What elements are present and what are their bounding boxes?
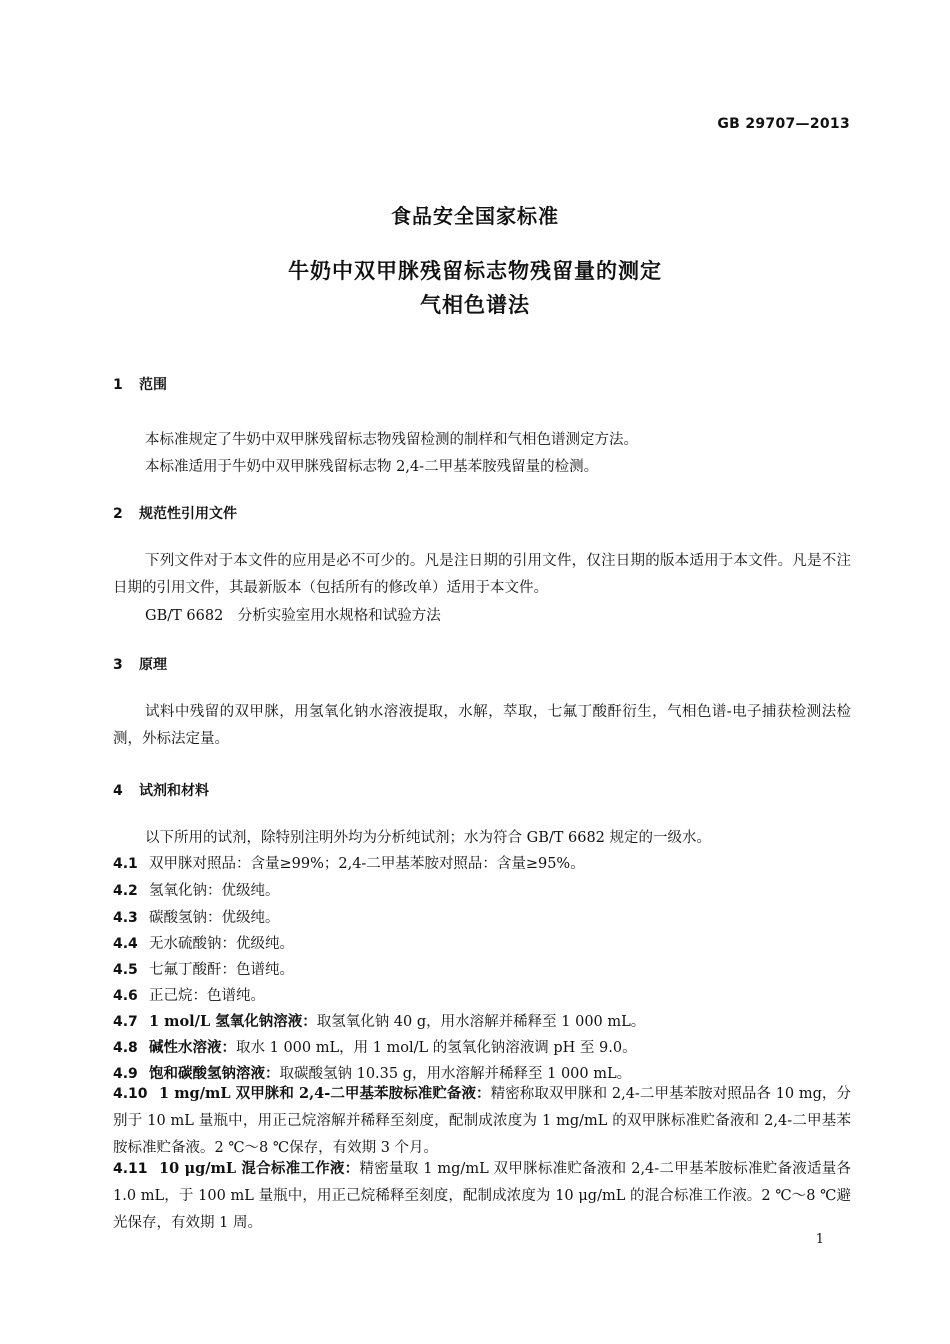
- item-4-7: [113, 1010, 851, 1031]
- item-text: 含量≥99%；2,4-二甲基苯胺对照品：含量≥95%。: [250, 856, 585, 872]
- item-label: 1 mg/mL 双甲脒和 2,4-二甲基苯胺标准贮备液：: [159, 1085, 491, 1102]
- item-number: 4.5: [113, 962, 138, 978]
- item-number: 4.4: [113, 936, 138, 952]
- item-text: 色谱纯。: [207, 988, 265, 1004]
- section-title: 试剂和材料: [139, 783, 209, 799]
- section-title: 规范性引用文件: [139, 506, 237, 522]
- section-4-heading: [113, 780, 209, 800]
- item-4-6: [113, 984, 851, 1005]
- doc-subtitle-method: 气相色谱法: [420, 293, 530, 317]
- section-2-para-1: 下列文件对于本文件的应用是必不可少的。凡是注日期的引用文件，仅注日期的版本适用于本文件。凡是不注日期的引用文件，其最新版本（包括所有的修改单）适用于本文件。: [113, 553, 851, 596]
- item-4-8: [113, 1036, 851, 1057]
- item-label: 10 μg/mL 混合标准工作液：: [159, 1160, 360, 1177]
- item-text: 取水 1 000 mL，用 1 mol/L 的氢氧化钠溶液调 pH 至 9.0。: [236, 1040, 637, 1056]
- section-1-para-2: 本标准适用于牛奶中双甲脒残留标志物 2,4-二甲基苯胺残留量的检测。: [145, 459, 599, 475]
- item-label: 正己烷：: [149, 988, 207, 1004]
- item-label: 碱性水溶液：: [149, 1039, 236, 1056]
- item-label: 碳酸氢钠：: [149, 910, 222, 926]
- item-number: 4.8: [113, 1040, 138, 1056]
- section-1-para-1: 本标准规定了牛奶中双甲脒残留标志物残留检测的制样和气相色谱测定方法。: [145, 432, 638, 448]
- item-number: 4.7: [113, 1014, 138, 1030]
- item-number: 4.6: [113, 988, 138, 1004]
- item-text: 精密称取双甲脒和 2,4-二甲基苯胺对照品各 10 mg，分别于 10 mL 量瓶中，用正己烷溶解并稀释至刻度，配制成浓度为 1 mg/mL 的双甲脒标准贮备液和 2,4-二甲基苯胺标准贮备液。2 ℃～8 ℃保存，有效期 3 个月。: [113, 1086, 851, 1156]
- section-2-reference: GB/T 6682 分析实验室用水规格和试验方法: [145, 608, 441, 624]
- section-2-heading: [113, 503, 237, 523]
- item-4-1: [113, 852, 851, 873]
- item-number: 4.9: [113, 1066, 138, 1082]
- section-4-intro: 以下所用的试剂，除特别注明外均为分析纯试剂；水为符合 GB/T 6682 规定的一级水。: [145, 830, 712, 846]
- item-label: 无水硫酸钠：: [149, 936, 236, 952]
- doc-title: 食品安全国家标准: [391, 204, 559, 228]
- section-number: 2: [113, 506, 123, 522]
- item-number: 4.1: [113, 856, 138, 872]
- item-text: 精密量取 1 mg/mL 双甲脒标准贮备液和 2,4-二甲基苯胺标准贮备液适量各 1.0 mL，于 100 mL 量瓶中，用正己烷稀释至刻度，配制成浓度为 10 μg/mL 的混合标准工作液。2 ℃～8 ℃避光保存，有效期 1 周。: [113, 1161, 851, 1231]
- item-label: 1 mol/L 氢氧化钠溶液：: [149, 1013, 317, 1030]
- item-4-3: [113, 906, 851, 927]
- item-text: 优级纯。: [221, 910, 280, 926]
- item-number: 4.3: [113, 910, 138, 926]
- item-label: 双甲脒对照品：: [149, 856, 251, 872]
- section-title: 范围: [139, 377, 167, 393]
- section-3-para-1: 试料中残留的双甲脒，用氢氧化钠水溶液提取，水解，萃取，七氟丁酸酐衍生，气相色谱-电子捕获检测法检测，外标法定量。: [113, 704, 851, 747]
- doc-subtitle: 牛奶中双甲脒残留标志物残留量的测定: [288, 259, 662, 283]
- section-3-heading: [113, 654, 167, 674]
- page-number: 1: [815, 1232, 824, 1247]
- item-text: 取氢氧化钠 40 g，用水溶解并稀释至 1 000 mL。: [316, 1014, 646, 1030]
- item-text: 优级纯。: [236, 936, 294, 952]
- item-4-10: [113, 1080, 851, 1162]
- item-text: 优级纯。: [221, 883, 280, 899]
- item-number: 4.2: [113, 883, 138, 899]
- section-number: 1: [113, 377, 123, 393]
- section-number: 4: [113, 783, 123, 799]
- item-text: 色谱纯。: [236, 962, 294, 978]
- section-title: 原理: [139, 657, 167, 673]
- item-text: 取碳酸氢钠 10.35 g，用水溶解并稀释至 1 000 mL。: [279, 1066, 632, 1082]
- item-label: 饱和碳酸氢钠溶液：: [149, 1065, 280, 1082]
- item-label: 氢氧化钠：: [149, 883, 222, 899]
- item-number: 4.10: [113, 1086, 148, 1102]
- item-4-5: [113, 958, 851, 979]
- item-4-4: [113, 932, 851, 953]
- item-4-11: [113, 1155, 851, 1237]
- section-number: 3: [113, 657, 123, 673]
- standard-code: GB 29707—2013: [717, 116, 850, 132]
- item-label: 七氟丁酸酐：: [149, 962, 236, 978]
- section-1-heading: [113, 374, 167, 394]
- item-number: 4.11: [113, 1161, 148, 1177]
- item-4-2: [113, 879, 851, 900]
